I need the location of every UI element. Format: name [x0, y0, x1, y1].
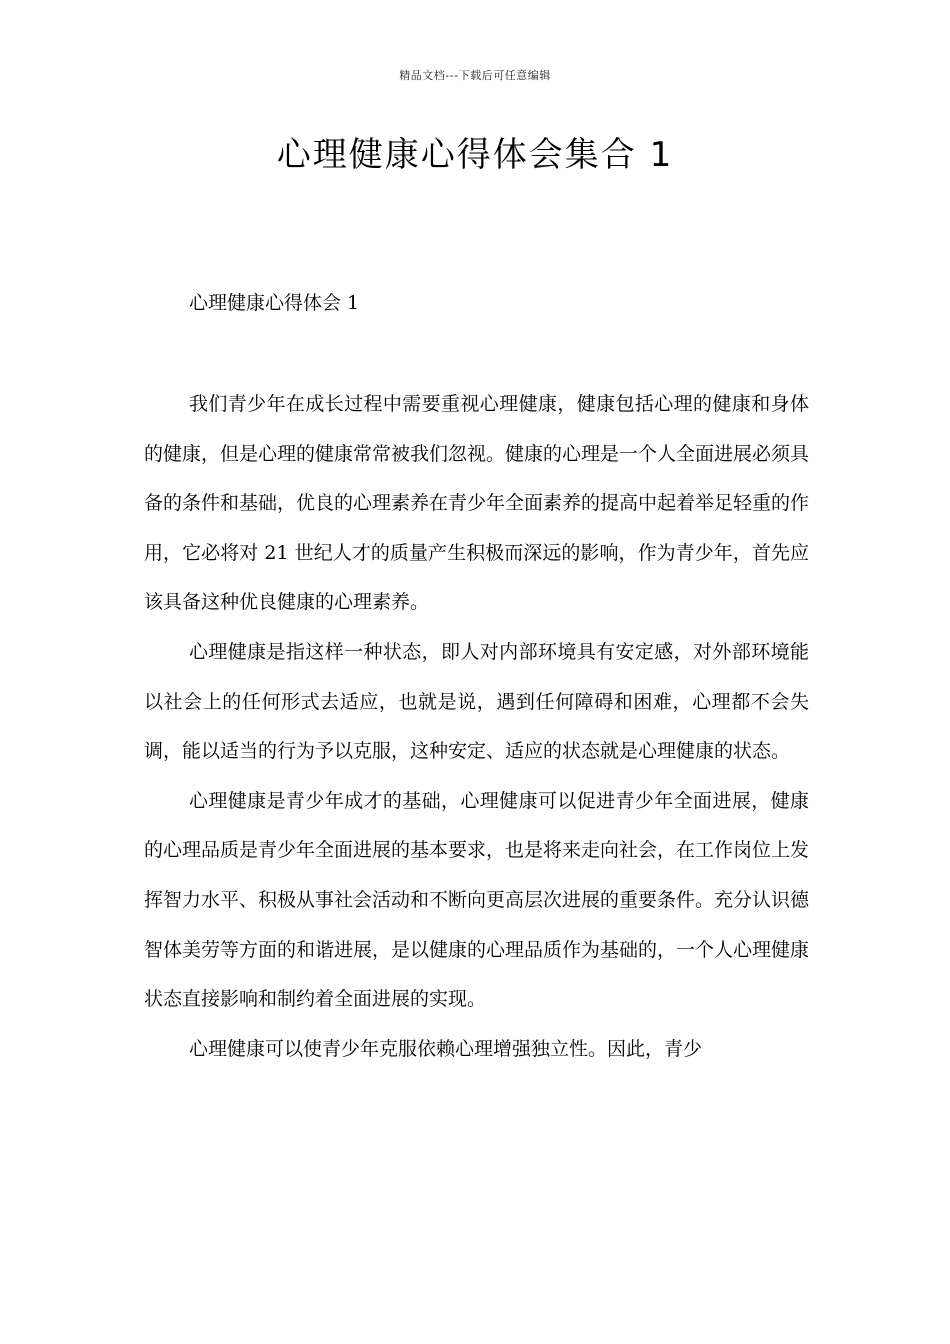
- paragraph: 心理健康是指这样一种状态，即人对内部环境具有安定感，对外部环境能以社会上的任何形式去适应，也就是说，遇到任何障碍和困难，心理都不会失调，能以适当的行为予以克服，这种安定、适应的状态就是心理健康的状态。: [144, 640, 809, 763]
- section-heading: 心理健康心得体会 1: [189, 292, 360, 314]
- document-body: [144, 380, 809, 1074]
- paragraph: 我们青少年在成长过程中需要重视心理健康，健康包括心理的健康和身体的健康，但是心理的健康常常被我们忽视。健康的心理是一个人全面进展必须具备的条件和基础，优良的心理素养在青少年全面素养的提高中起着举足轻重的作用，它必将对 21 世纪人才的质量产生积极而深远的影响，作为青少年，首先应该具备这种优良健康的心理素养。: [144, 393, 810, 614]
- document-title: 心理健康心得体会集合 1: [276, 135, 674, 175]
- paragraph: 心理健康可以使青少年克服依赖心理增强独立性。因此，青少: [189, 1037, 703, 1060]
- header-note: 精品文档---下载后可任意编辑: [399, 69, 551, 82]
- paragraph: 心理健康是青少年成才的基础，心理健康可以促进青少年全面进展，健康的心理品质是青少年全面进展的基本要求，也是将来走向社会，在工作岗位上发挥智力水平、积极从事社会活动和不断向更高层次进展的重要条件。充分认识德智体美劳等方面的和谐进展，是以健康的心理品质作为基础的，一个人心理健康状态直接影响和制约着全面进展的实现。: [144, 789, 810, 1011]
